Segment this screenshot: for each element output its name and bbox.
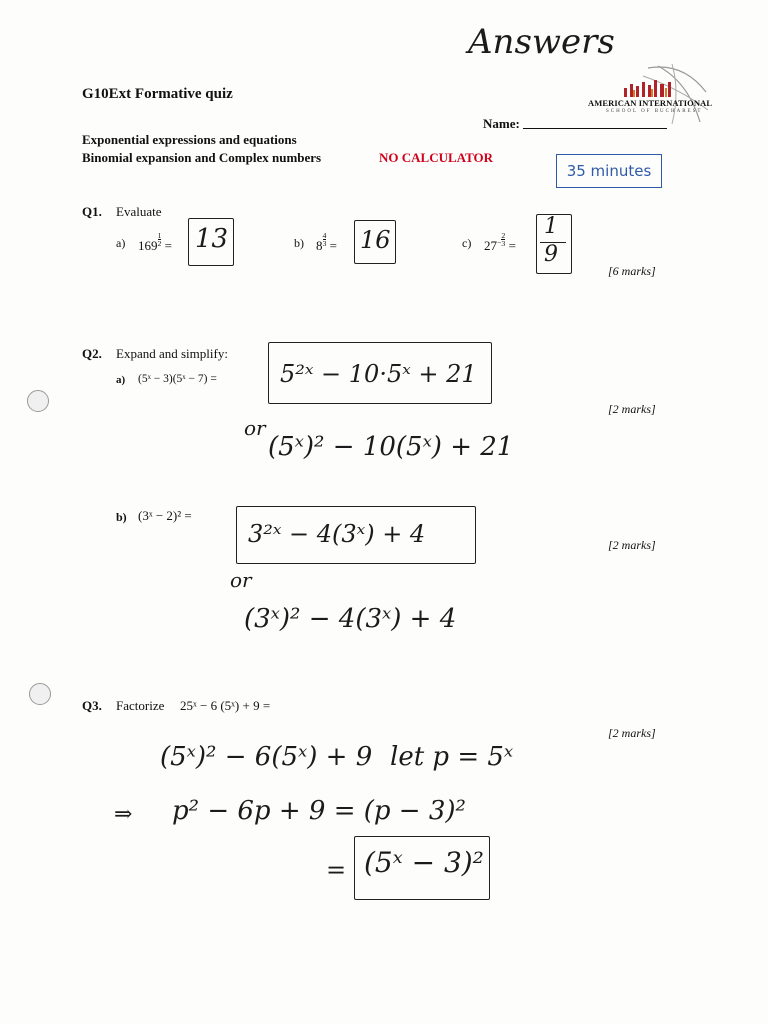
q2b-alternative-answer: (3ˣ)² − 4(3ˣ) + 4 [244,604,457,634]
q3-work-line-2: p² − 6p + 9 = (p − 3)² [172,796,466,826]
name-label: Name: [483,116,520,131]
q1b-label: b) [294,236,304,250]
name-underline[interactable] [523,128,667,129]
handwritten-answers-title: Answers [468,22,615,62]
q2b-or: or [230,568,252,592]
q2a-answer: 5²ˣ − 10·5ˣ + 21 [280,360,477,388]
q1c-base: 27 [484,237,497,253]
punch-hole-1 [27,390,49,412]
q3-final-answer: (5ˣ − 3)² [364,846,484,879]
q1b-answer: 16 [360,226,391,254]
q1a-label: a) [116,236,126,250]
q3-number: Q3. [82,698,102,713]
topic-line-2: Binomial expansion and Complex numbers [82,150,322,165]
q1c-exp-num: 2 [501,231,506,240]
punch-hole-2 [29,683,51,705]
q1b-exp-num: 4 [322,231,327,240]
q1a-answer: 13 [195,224,229,254]
q1b-exp-den: 3 [322,239,327,249]
q1c-answer-num: 1 [544,214,558,239]
topic-line-1: Exponential expressions and equations [82,132,297,147]
time-box-text: 35 minutes [566,162,652,180]
q3-work-line-1: (5ˣ)² − 6(5ˣ) + 9 [160,742,373,772]
q1c-expression: 27− $\frac{2}{3}$ = [484,231,516,253]
q3-let-substitution: let p = 5ˣ [390,742,514,772]
q1c-label: c) [462,236,472,250]
q2b-label: b) [116,510,127,524]
q3-instruction: Factorize [116,698,165,713]
q1a-exp-den: 2 [157,239,162,249]
q2a-alternative-answer: (5ˣ)² − 10(5ˣ) + 21 [268,432,514,462]
time-box [556,154,662,188]
q1b-expression: 8 $\frac{4}{3}$ = [316,231,337,253]
q1-instruction: Evaluate [116,204,162,219]
q2b-expression: (3ˣ − 2)² = [138,508,192,523]
q2b-marks: [2 marks] [608,538,656,552]
q3-implies-arrow: ⇒ [114,802,133,827]
q2a-label: a) [116,374,126,386]
q1c-answer-den: 9 [544,242,558,267]
q1b-base: 8 [316,237,323,253]
q3-expression: 25ˣ − 6 (5ˣ) + 9 = [180,698,271,713]
q3-marks: [2 marks] [608,726,656,740]
q2a-or: or [244,416,266,440]
q3-final-equals: = [326,856,347,884]
q2-number: Q2. [82,346,102,361]
quiz-title: G10Ext Formative quiz [82,86,233,102]
q2-instruction: Expand and simplify: [116,346,228,361]
q1-marks: [6 marks] [608,264,656,278]
q1-number: Q1. [82,204,102,219]
q2a-expression: (5ˣ − 3)(5ˣ − 7) = [138,373,217,385]
q1a-base: 169 [138,237,158,253]
q1a-exp-num: 1 [157,231,162,240]
q1c-exp-den: 3 [501,239,506,249]
logo-text: AMERICAN INTERNATIONAL [588,98,713,108]
q1a-expression: 169 $\frac{1}{2}$ = [138,231,172,253]
no-calculator-label: NO CALCULATOR [379,150,494,165]
q2a-marks: [2 marks] [608,402,656,416]
logo-subtext: SCHOOL OF BUCHAREST [606,109,703,114]
q1c-exp-neg: − [497,238,502,248]
q2b-answer: 3²ˣ − 4(3ˣ) + 4 [248,520,426,548]
